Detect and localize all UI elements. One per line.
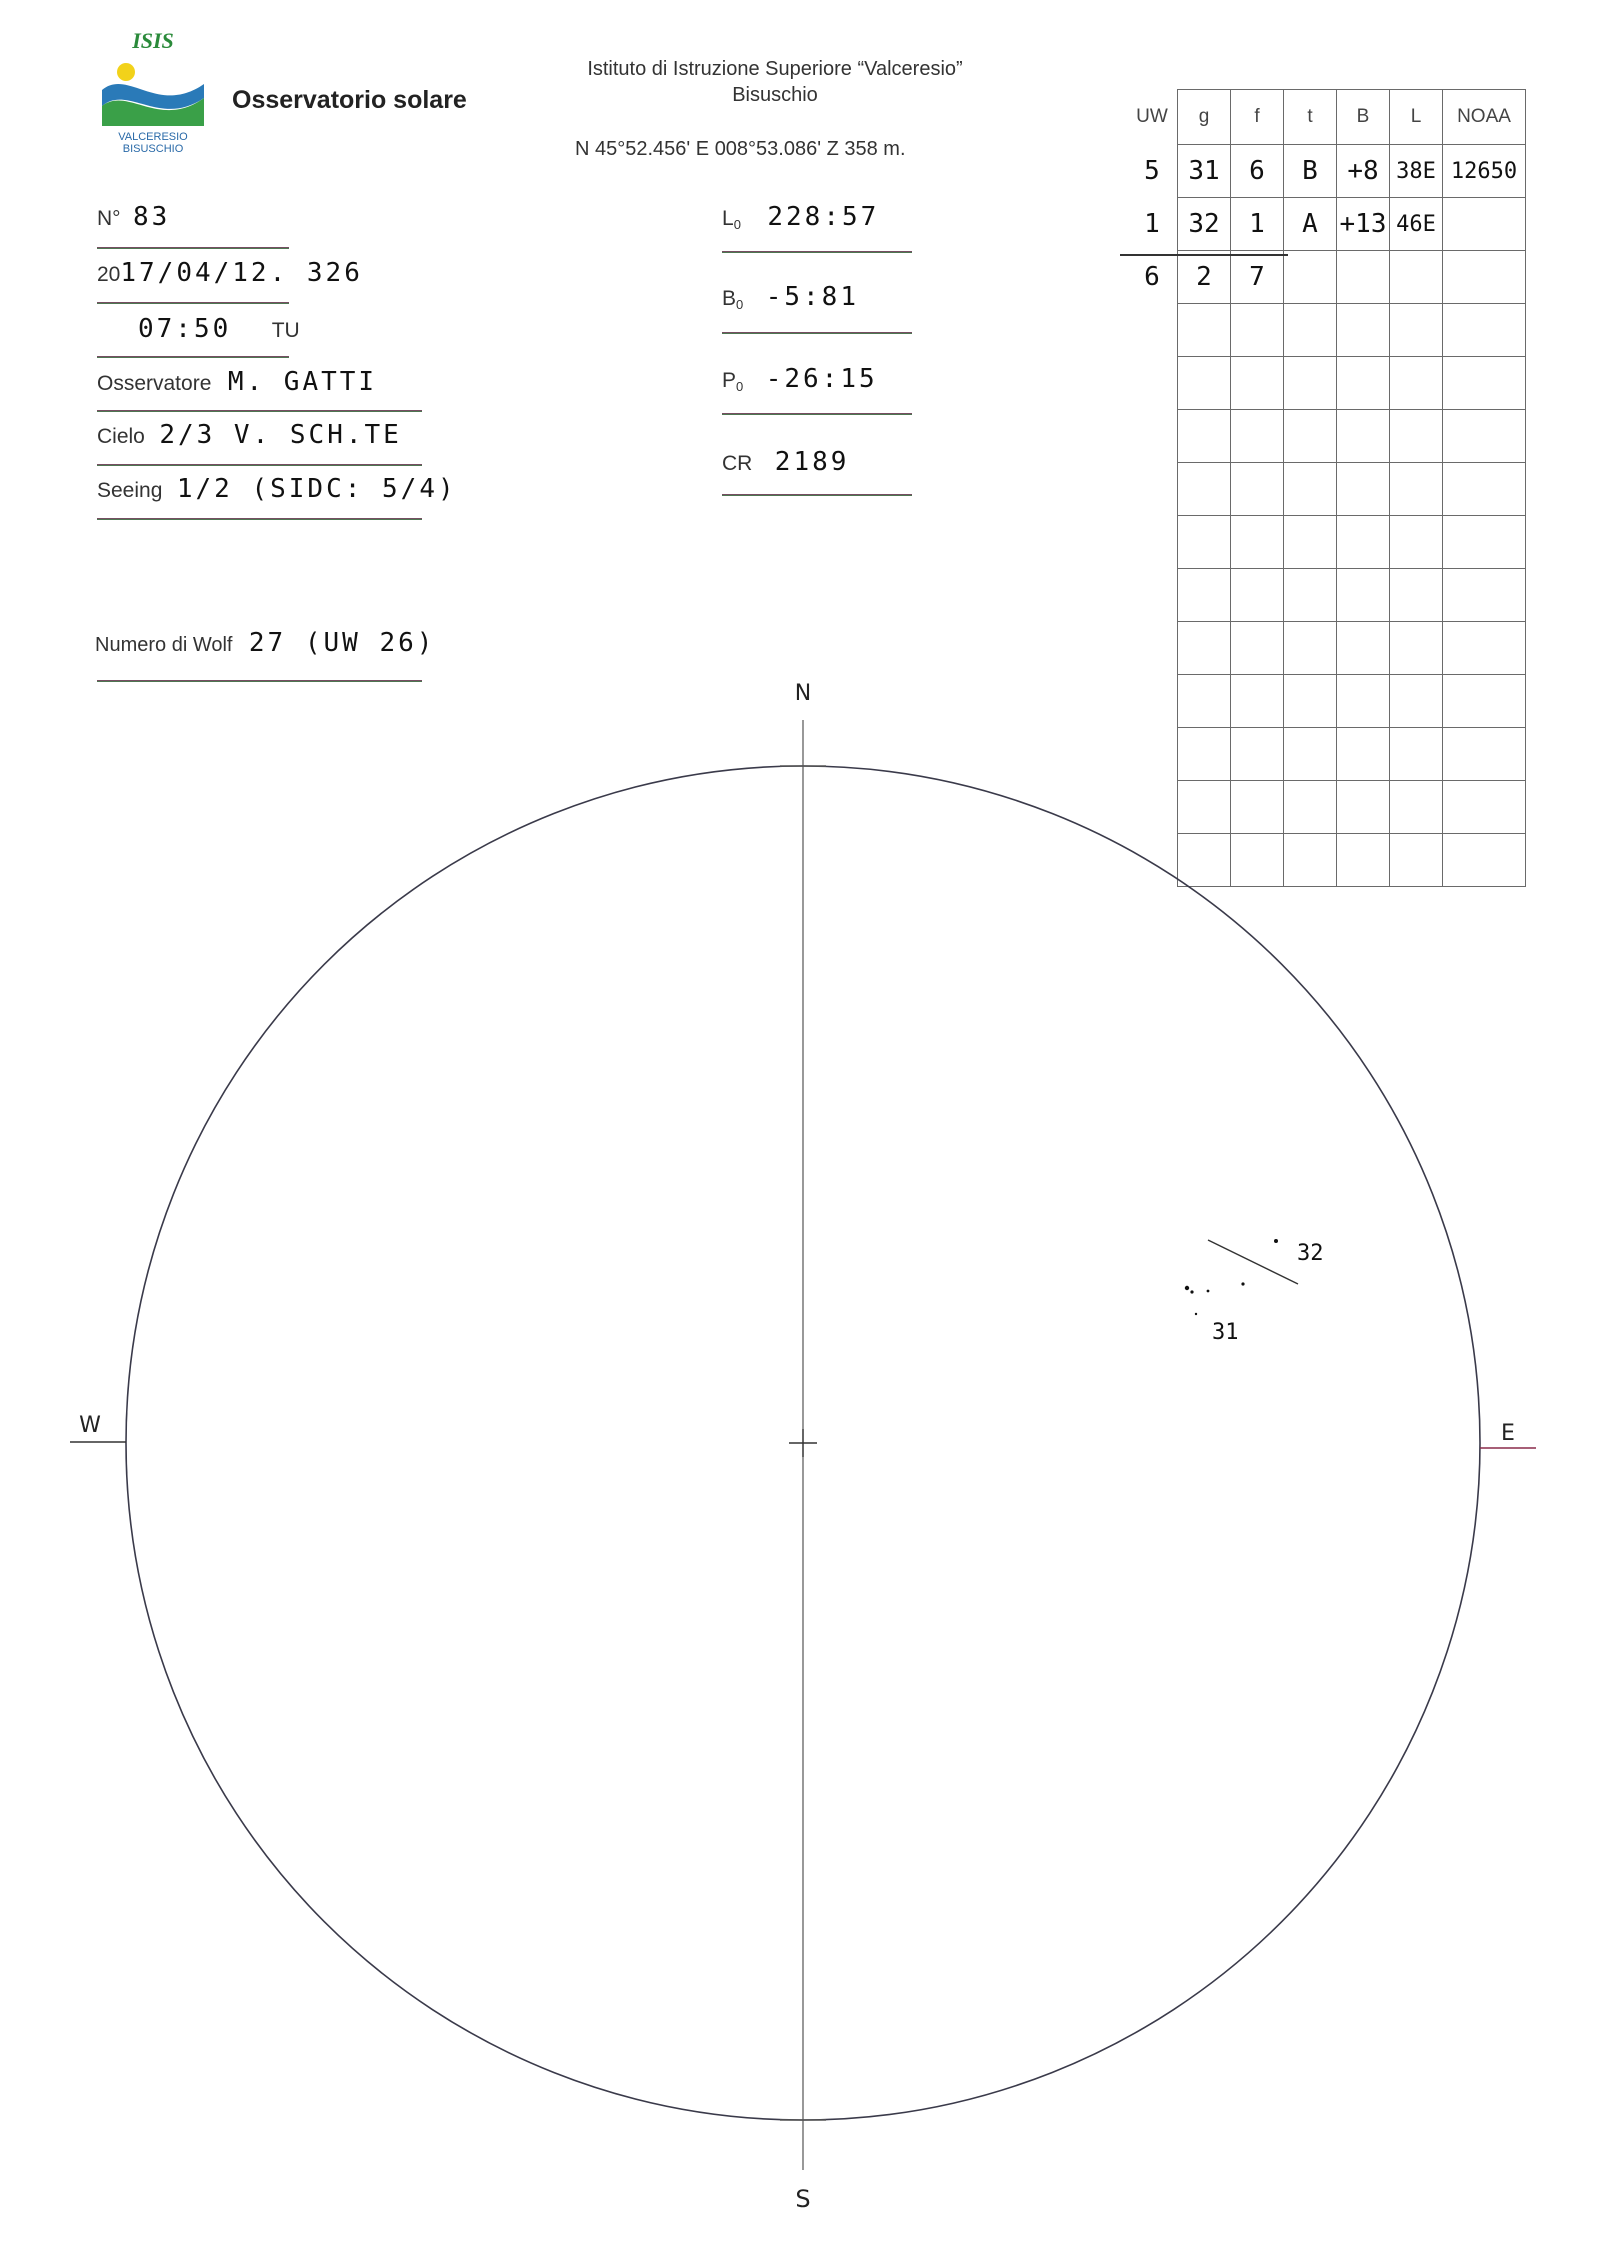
B0-sub: 0 [736, 297, 744, 313]
wolf-value: 27 (UW 26) [248, 628, 436, 658]
L0-sub: 0 [733, 217, 741, 233]
group-32-spot [1274, 1239, 1278, 1243]
L0-value: 228:57 [767, 202, 880, 232]
B0-value: -5:81 [765, 282, 859, 312]
school-line-2: Bisuschio [732, 84, 818, 106]
P0-sub: 0 [736, 379, 744, 395]
table-cell: 46E [1390, 198, 1443, 251]
table-cell: 5 [1127, 145, 1178, 198]
table-cell: 2 [1178, 251, 1231, 304]
P0-label: P [722, 369, 737, 392]
logo-sub-1: VALCERESIO [118, 131, 188, 143]
table-cell: 6 [1231, 145, 1284, 198]
table-header-uw: UW [1127, 90, 1178, 145]
group-32-label: 32 [1297, 1241, 1324, 1266]
table-cell: 1 [1127, 198, 1178, 251]
group-31-spot [1185, 1286, 1189, 1290]
sky-value: 2/3 V. SCH.TE [159, 420, 402, 450]
table-cell: 38E [1390, 145, 1443, 198]
table-cell: 32 [1178, 198, 1231, 251]
north-label: N [794, 681, 812, 706]
CR-label: CR [722, 452, 753, 475]
wolf-label: Numero di Wolf [95, 634, 233, 656]
table-header-g: g [1178, 90, 1231, 145]
B0-label: B [722, 287, 737, 310]
time-value: 07:50 [138, 314, 232, 344]
table-cell: 6 [1127, 251, 1178, 304]
number-value: 83 [133, 202, 171, 232]
observer-label: Osservatore [97, 372, 212, 395]
table-cell: 1 [1231, 198, 1284, 251]
time-unit: TU [271, 319, 300, 342]
seeing-value: 1/2 (SIDC: 5/4) [176, 474, 457, 504]
group-31-spot [1195, 1313, 1197, 1315]
east-label: E [1501, 1421, 1515, 1446]
table-header-b: B [1337, 90, 1390, 145]
P0-value: -26:15 [765, 364, 878, 394]
table-header-t: t [1284, 90, 1337, 145]
table-cell: +8 [1337, 145, 1390, 198]
L0-label: L [722, 207, 734, 230]
observer-value: M. GATTI [227, 367, 378, 397]
seeing-label: Seeing [97, 479, 163, 502]
group-31-spot [1241, 1282, 1244, 1285]
table-header-l: L [1390, 90, 1443, 145]
table-cell: 12650 [1443, 145, 1526, 198]
sky-label: Cielo [97, 425, 145, 448]
CR-value: 2189 [774, 447, 850, 477]
table-cell: +13 [1337, 198, 1390, 251]
logo-sub-2: BISUSCHIO [122, 143, 184, 155]
west-label: W [79, 1413, 101, 1438]
school-line-1: Istituto di Istruzione Superiore “Valceresio” [587, 58, 963, 80]
observatory-title: Osservatorio solare [232, 86, 467, 114]
table-header-noaa: NOAA [1443, 90, 1526, 145]
table-header-f: f [1231, 90, 1284, 145]
date-prefix: 20 [97, 263, 121, 286]
coordinates: N 45°52.456' E 008°53.086' Z 358 m. [575, 138, 906, 160]
group-32-line [1208, 1240, 1298, 1284]
table-cell: A [1284, 198, 1337, 251]
date-value: 17/04/12. 326 [120, 258, 363, 288]
south-label: S [795, 2185, 811, 2213]
logo-text: ISIS [132, 28, 174, 53]
group-31-spot [1190, 1290, 1193, 1293]
group-31-spot [1207, 1290, 1210, 1293]
group-31-label: 31 [1212, 1320, 1239, 1345]
number-label: N° [97, 207, 121, 230]
table-cell: B [1284, 145, 1337, 198]
table-cell: 7 [1231, 251, 1284, 304]
table-cell: 31 [1178, 145, 1231, 198]
